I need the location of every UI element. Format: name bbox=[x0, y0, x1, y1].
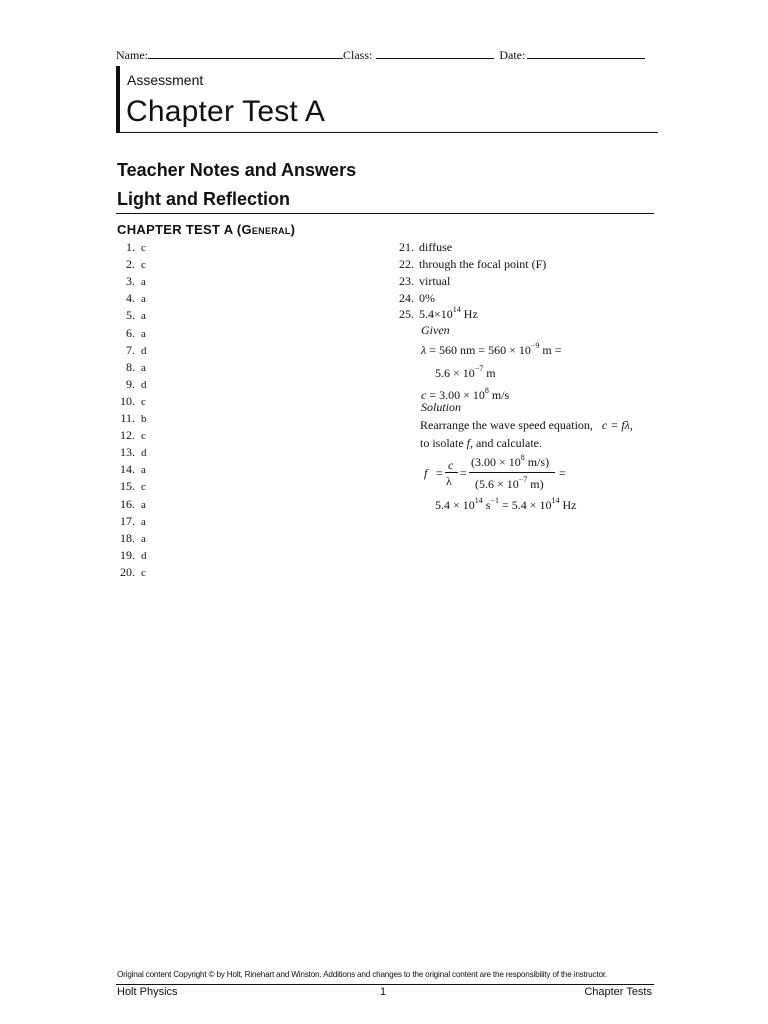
answer-row bbox=[110, 497, 146, 514]
answer-number: 11. bbox=[120, 411, 135, 425]
given-wavelength-converted: $5.6 \times 10^{-7}$ m bbox=[435, 364, 496, 380]
given-speed-of-light: $c = 3.00 \times 10^8$ m/s bbox=[421, 386, 510, 402]
answer-row bbox=[110, 479, 146, 496]
answer-number: 13. bbox=[120, 445, 135, 460]
answer-letter: b bbox=[141, 413, 147, 425]
answer-number: 19. bbox=[120, 547, 135, 562]
answer-row bbox=[110, 360, 146, 377]
answer-number: 21. bbox=[399, 240, 414, 254]
answer-row bbox=[110, 531, 146, 548]
page-title: Chapter Test A bbox=[126, 95, 326, 128]
answer-row bbox=[110, 565, 146, 582]
answer-letter: c bbox=[141, 481, 146, 494]
answer-row bbox=[390, 240, 452, 257]
answer-row bbox=[110, 343, 147, 360]
answer-text: through the focal point (F) bbox=[419, 257, 547, 271]
answer-letter: d bbox=[141, 447, 147, 460]
answer-row bbox=[110, 377, 147, 394]
answer-letter: a bbox=[141, 293, 146, 306]
fraction-1-denominator: λ bbox=[446, 474, 452, 488]
answer-number: 17. bbox=[120, 513, 135, 528]
date-blank bbox=[527, 47, 645, 59]
answer-25 bbox=[390, 307, 478, 322]
answer-row bbox=[110, 462, 146, 479]
answer-letter: a bbox=[141, 464, 146, 477]
equation-equals-1: = bbox=[436, 466, 443, 480]
date-label: Date: bbox=[499, 48, 526, 62]
answer-letter: a bbox=[141, 498, 146, 511]
answer-number: 22. bbox=[399, 257, 414, 271]
answer-row bbox=[110, 445, 147, 462]
answer-number: 3. bbox=[126, 274, 135, 289]
teacher-notes-heading: Teacher Notes and Answers bbox=[117, 160, 357, 180]
answer-number: 8. bbox=[126, 359, 135, 374]
final-result: $5.4 \times 10^{14}$ $s^{-1} = 5.4 \times 10^{14}$ Hz bbox=[435, 496, 577, 512]
answer-row bbox=[110, 514, 146, 531]
answer-letter: c bbox=[141, 395, 146, 408]
answer-letter: c bbox=[141, 242, 146, 254]
answer-letter: d bbox=[141, 378, 147, 391]
class-label: Class: bbox=[343, 48, 373, 62]
answer-number: 23. bbox=[399, 274, 414, 288]
copyright-notice: Original content Copyright © by Holt, Rinehart and Winston. Additions and changes to the original content are the responsibility of the instructor. bbox=[117, 970, 608, 979]
section-prefix: CHAPTER TEST A ( bbox=[117, 222, 242, 237]
answer-number: 16. bbox=[120, 496, 135, 511]
solution-label: Solution bbox=[421, 400, 462, 414]
footer-page-number: 1 bbox=[380, 986, 387, 998]
answer-letter: a bbox=[141, 532, 146, 545]
fraction-1-numerator: c bbox=[448, 458, 454, 472]
answer-25-number: 25. bbox=[399, 307, 414, 321]
heading-rule bbox=[116, 213, 654, 214]
answer-row bbox=[390, 274, 450, 291]
answer-letter: a bbox=[141, 276, 146, 289]
answer-number: 14. bbox=[120, 462, 135, 477]
given-wavelength: λ = 560 nm = $560 \times 10^{-9}$ m = bbox=[421, 341, 562, 357]
answer-row bbox=[110, 326, 146, 343]
answer-number: 6. bbox=[126, 325, 135, 340]
chapter-topic-heading: Light and Reflection bbox=[117, 189, 290, 209]
answer-letter: a bbox=[141, 327, 146, 340]
footer-section-name: Chapter Tests bbox=[584, 986, 652, 998]
footer-book-title: Holt Physics bbox=[117, 986, 178, 998]
answer-number: 2. bbox=[126, 257, 135, 272]
given-label: Given bbox=[421, 323, 450, 337]
equation-equals-3: = bbox=[559, 466, 566, 480]
section-suffix: ) bbox=[290, 222, 296, 237]
answer-row bbox=[390, 291, 435, 308]
solution-line-2: to isolate f, and calculate. bbox=[420, 436, 542, 450]
answer-number: 18. bbox=[120, 530, 135, 545]
assessment-label: Assessment bbox=[127, 72, 204, 88]
answer-row bbox=[110, 411, 147, 428]
answer-row bbox=[110, 394, 146, 411]
answer-number: 9. bbox=[126, 376, 135, 391]
section-general: General bbox=[241, 222, 291, 237]
name-class-date-line bbox=[116, 47, 656, 63]
equation-equals-2: = bbox=[460, 466, 467, 480]
answer-row bbox=[390, 257, 546, 274]
answer-letter: c bbox=[141, 430, 146, 443]
answer-number: 5. bbox=[126, 308, 135, 323]
answer-number: 4. bbox=[126, 291, 135, 306]
answer-letter: a bbox=[141, 515, 146, 528]
fraction-2-bar bbox=[469, 472, 555, 473]
name-blank bbox=[148, 47, 343, 59]
answer-text: diffuse bbox=[419, 240, 453, 254]
answer-number: 12. bbox=[120, 428, 135, 443]
answer-letter: c bbox=[141, 566, 146, 579]
fraction-2-numerator: ($3.00 \times 10^8$ m/s) bbox=[471, 453, 550, 469]
answer-letter: d bbox=[141, 549, 147, 562]
equation-f: f bbox=[424, 466, 428, 480]
answer-row bbox=[110, 291, 146, 308]
fraction-1-bar bbox=[445, 472, 458, 473]
answer-number: 15. bbox=[120, 479, 135, 494]
answer-row bbox=[110, 257, 146, 274]
answer-letter: a bbox=[141, 361, 146, 374]
answer-row bbox=[110, 548, 147, 565]
answer-row bbox=[110, 240, 146, 257]
answer-row bbox=[110, 274, 146, 291]
answer-number: 1. bbox=[126, 240, 135, 254]
answer-number: 7. bbox=[126, 342, 135, 357]
answer-letter: d bbox=[141, 344, 147, 357]
answer-text: 0% bbox=[419, 291, 435, 305]
answer-number: 24. bbox=[399, 291, 414, 305]
answer-letter: a bbox=[141, 310, 146, 323]
answer-row bbox=[110, 308, 146, 325]
fraction-2-denominator: ($5.6 \times 10^{-7}$ m) bbox=[475, 475, 544, 491]
answer-text: virtual bbox=[419, 274, 451, 288]
solution-line-1: Rearrange the wave speed equation, c = fλ, bbox=[420, 418, 633, 432]
answer-row bbox=[110, 428, 146, 445]
answer-number: 10. bbox=[120, 393, 135, 408]
answer-letter: c bbox=[141, 259, 146, 272]
section-heading bbox=[117, 222, 295, 237]
answer-25-value: $5.4\times 10^{14}$ Hz bbox=[419, 305, 478, 321]
class-blank bbox=[376, 47, 494, 59]
name-label: Name: bbox=[116, 48, 148, 62]
answer-number: 20. bbox=[120, 564, 135, 579]
footer-rule bbox=[116, 984, 654, 985]
